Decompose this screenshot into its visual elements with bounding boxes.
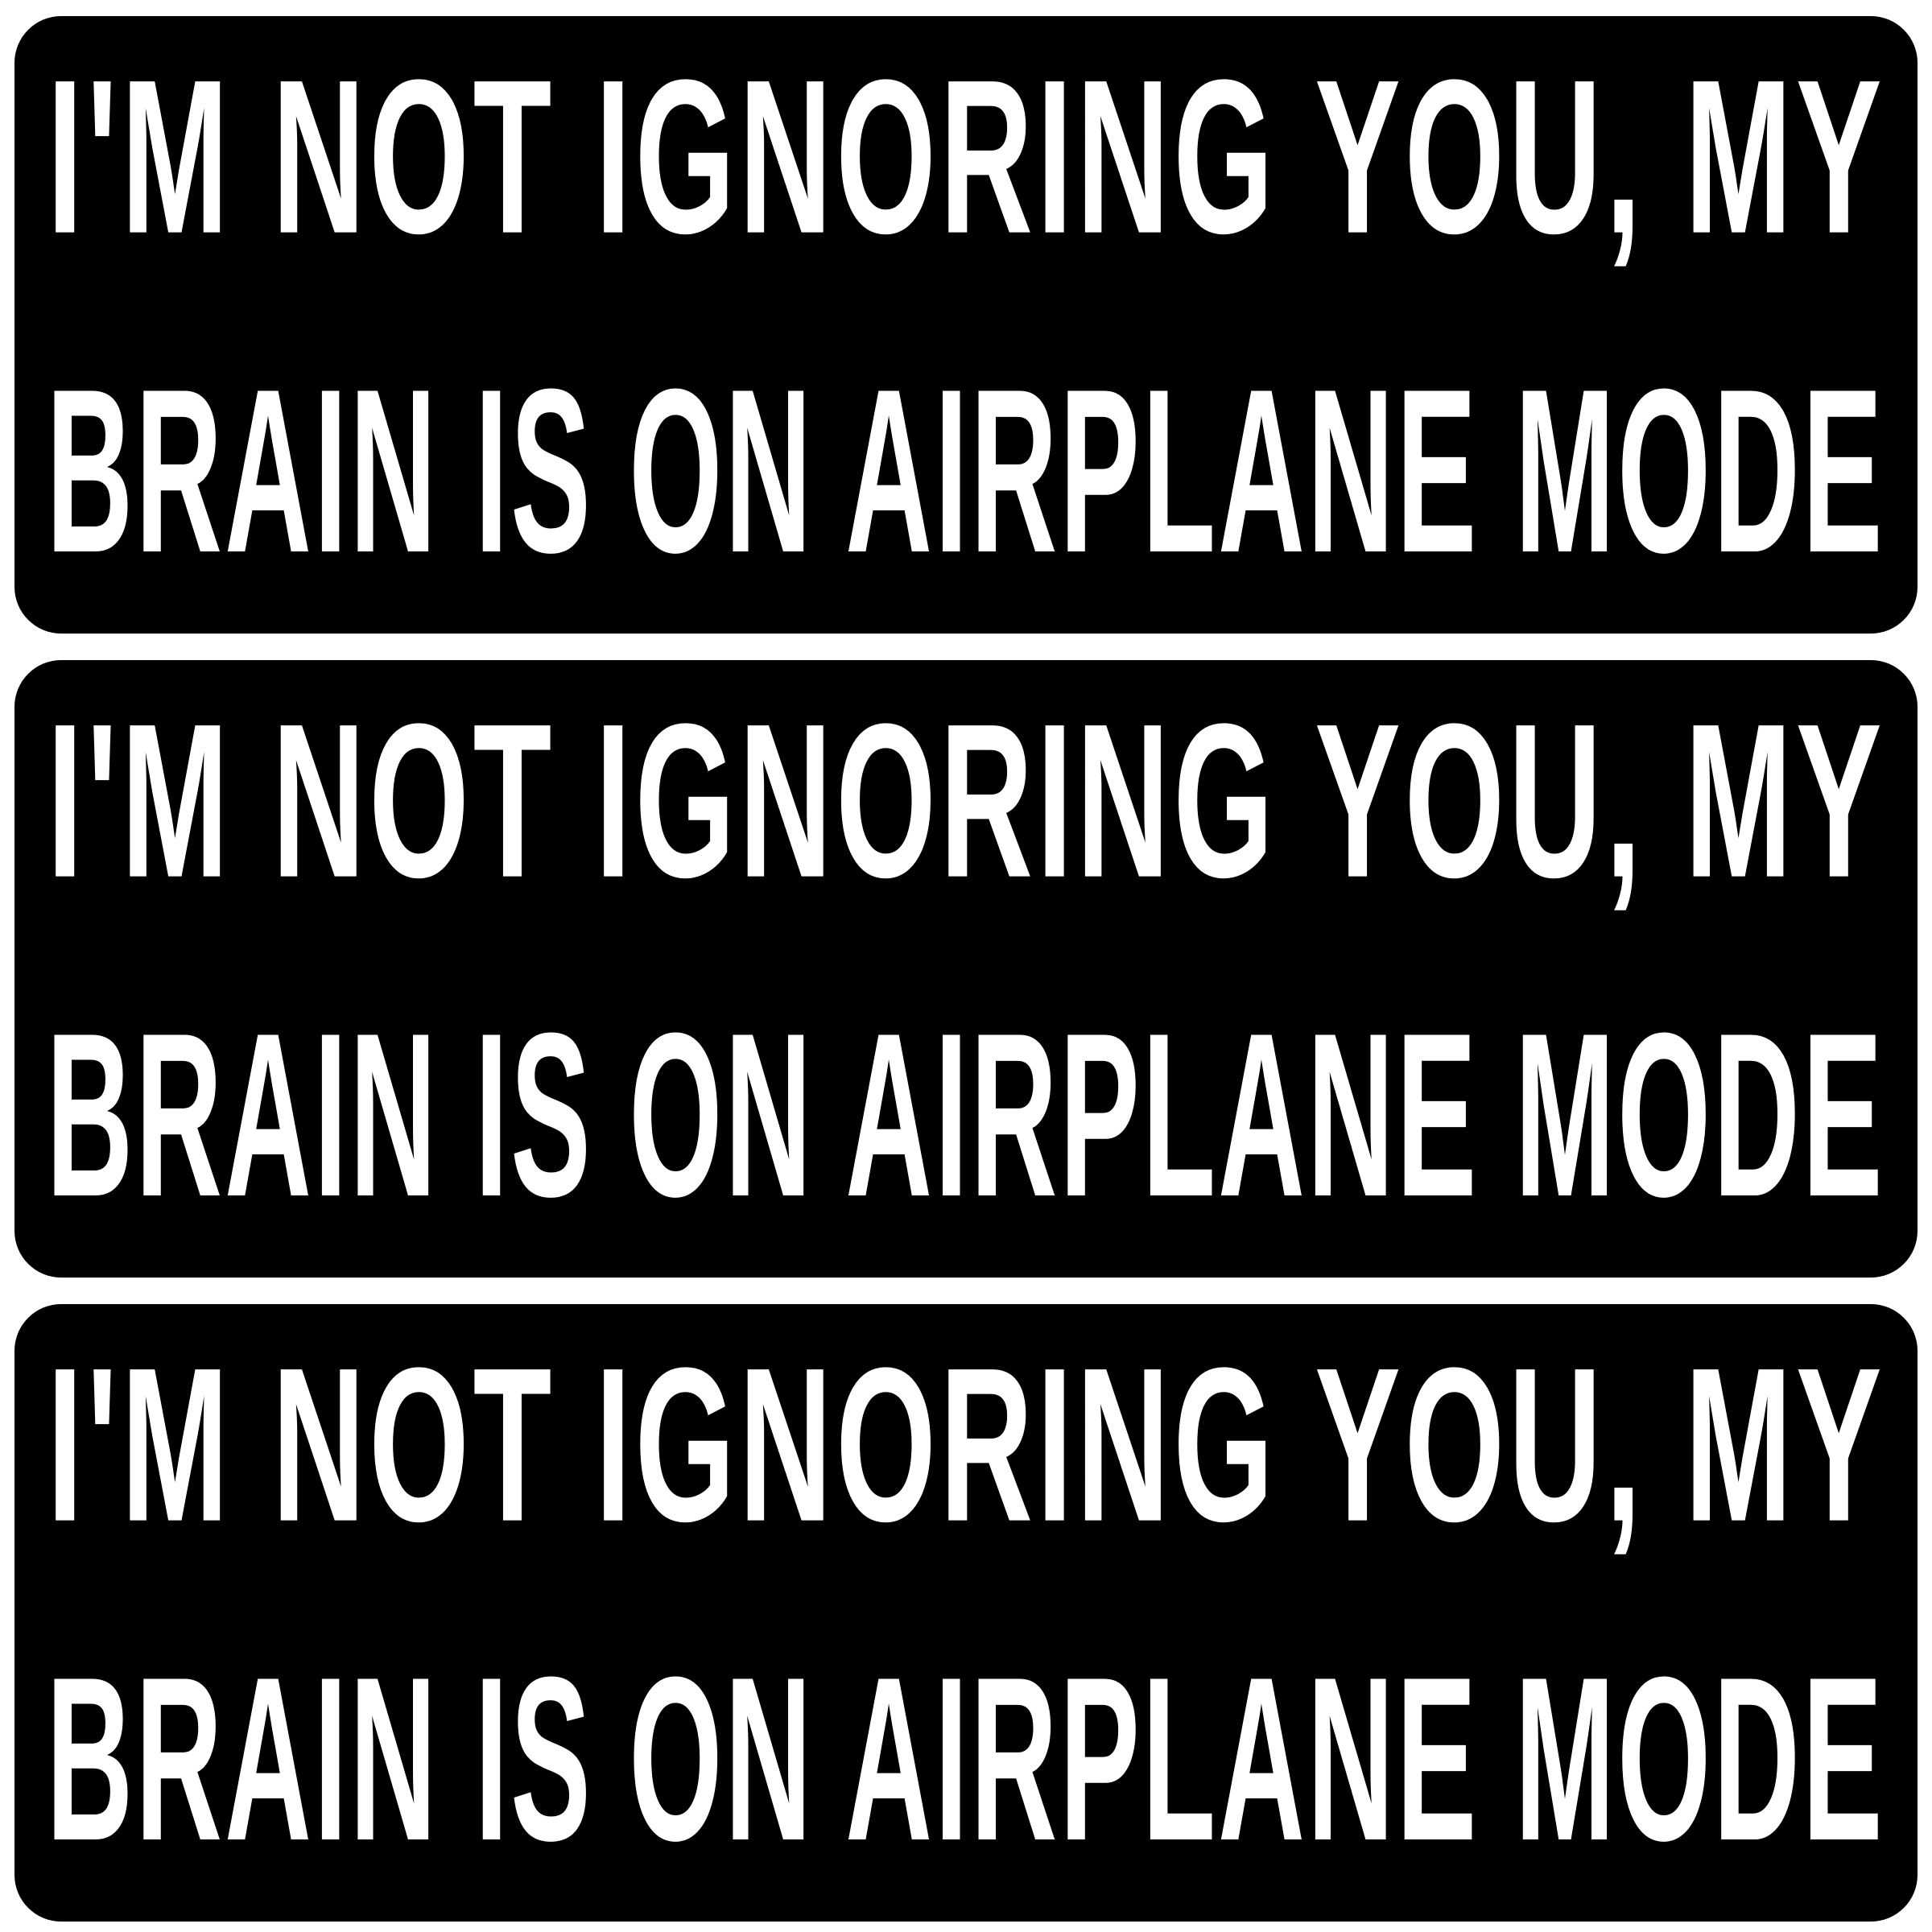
sticker-3: [14, 1304, 1918, 1922]
sticker-3-line-1-text: I'M NOT IGNORING YOU, MY: [47, 1322, 1885, 1567]
sticker-1: [14, 16, 1918, 634]
sticker-line-2: [46, 341, 1886, 601]
sticker-line-1: [47, 1322, 1885, 1567]
sticker-2: [14, 660, 1918, 1278]
sticker-1-line-1-text: I'M NOT IGNORING YOU, MY: [47, 34, 1885, 279]
sticker-line-1: [47, 34, 1885, 279]
sticker-line-2: [46, 985, 1886, 1245]
sticker-2-line-2-text: BRAIN IS ON AIRPLANE MODE: [46, 985, 1886, 1245]
sticker-1-line-2-text: BRAIN IS ON AIRPLANE MODE: [46, 341, 1886, 601]
sticker-2-line-1-text: I'M NOT IGNORING YOU, MY: [47, 678, 1885, 923]
sticker-line-1: [47, 678, 1885, 923]
sticker-3-line-2-text: BRAIN IS ON AIRPLANE MODE: [46, 1629, 1886, 1889]
sticker-line-2: [46, 1629, 1886, 1889]
